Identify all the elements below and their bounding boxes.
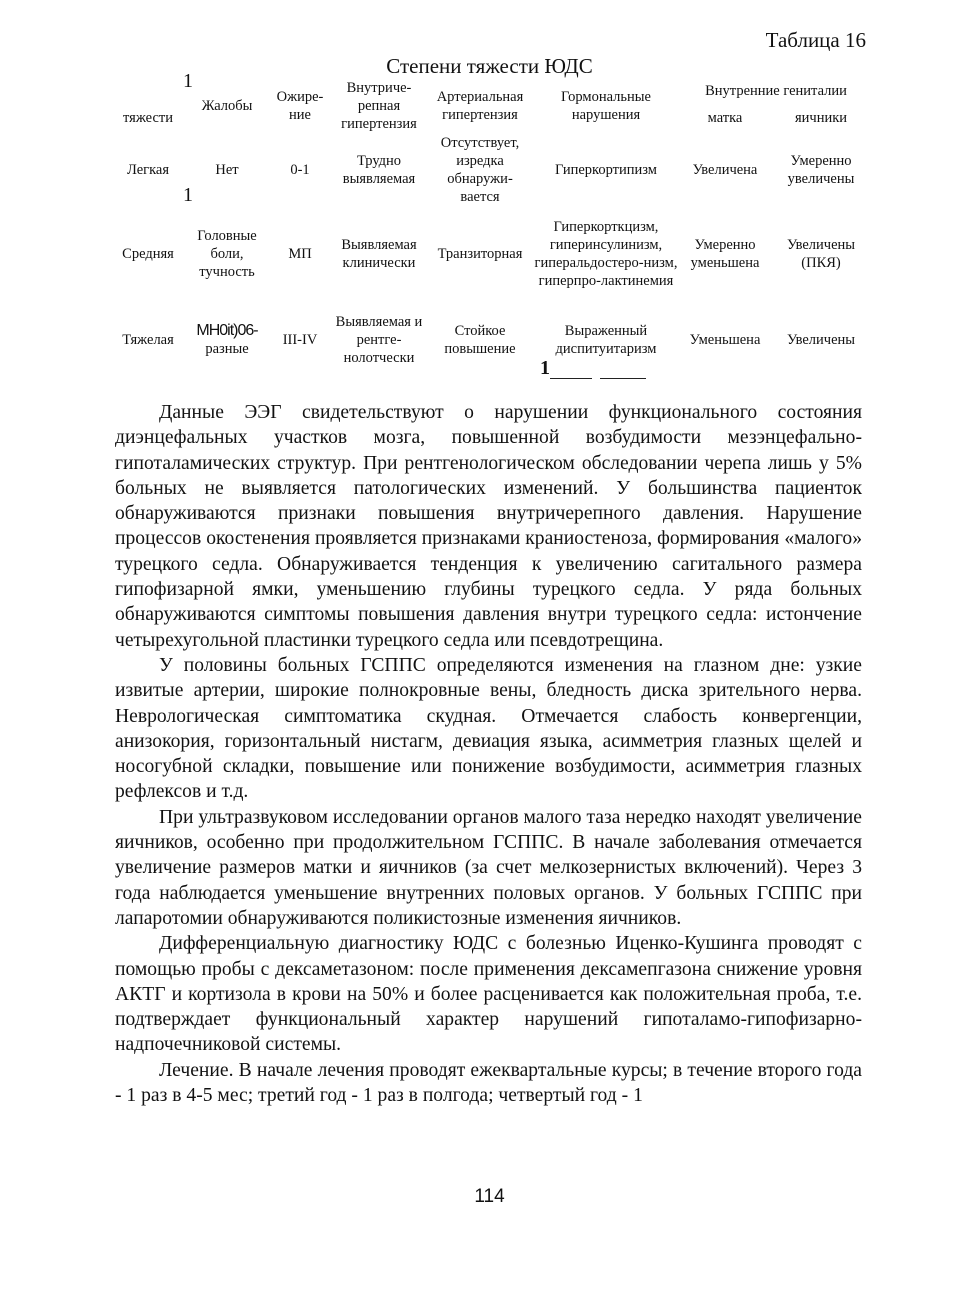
paragraph: Дифференциальную диагностику ЮДС с болезнью Иценко-Кушинга проводят с помощью пробы с дексаметазоном: после применения дексамепгазона снижение уровня АКТГ и кортизола в крови на 50% и более расценивается как положительная проба, т.е. подтверждает функциональный характер нарушений гипоталамо-гипофизарно-надпочечниковой системы. [115,933,862,1056]
cell-severity: Легкая [126,162,170,178]
cell-intracranial: Трудно выявляемая [342,153,416,187]
body-text [115,400,862,1108]
cell-arterial: Транзиторная [437,246,523,262]
paragraph: Лечение. В начале лечения проводят ежеквартальные курсы; в течение второго года - 1 раз в 4-5 мес; третий год - 1 раз в полгода; четвертый год - 1 [115,1059,862,1107]
cell-arterial: Отсутствует, изредка обнаружи-вается [440,135,520,205]
cell-ovaries: Увеличены [786,332,856,348]
paragraph: При ультразвуковом исследовании органов малого таза нередко находят увеличение яичников, особенно при продолжительном ГСППС. В начале заболевания отмечается увеличение размеров матки и яичников (за счет мелкозернистых включений). Через 3 года наблюдается уменьшение внутренних половых органов. У больных ГСППС при лапаротомии обнаруживаются поликистозные изменения яичников. [115,806,862,929]
table-row [112,133,872,207]
cell-uterus: Уменьшена [689,332,761,348]
cell-severity: Тяжелая [122,332,174,348]
header-hormonal: Гормональные нарушения [561,88,651,123]
table-row [112,301,872,379]
stray-mark: 1 [540,357,550,379]
stray-mark: 1 [183,70,193,92]
cell-complaints: Головные боли, тучность [197,228,257,280]
stray-mark: 1 [183,184,193,206]
header-genitals-group: Внутренние гениталии [705,82,847,99]
table-row [112,207,872,301]
paragraph: Данные ЭЭГ свидетельствуют о нарушении функционального состояния диэнцефальных участков мозга, повышенной возбудимости мезэнцефально-гипоталамических структур. При рентгенологическом обследовании черепа лишь у 5% больных не выявляется патологических изменений. У большинства пациенток обнаруживаются признаки повышения внутричерепного давления. Нарушение процессов окостенения проявляется признаками краниостеноза, формирования «малого» турецкого седла. Обнаруживается тенденция к увеличению сагитального размера гипофизарной ямки, уменьшению глубины турецкого седла. У ряда больных обнаруживаются симптомы повышения давления внутри турецкого седла: истончение четырехугольной пластинки турецкого седла или псевдотрещина. [115,402,862,651]
cell-hormonal: Гиперкортипизм [555,162,657,178]
cell-obesity: МП [288,246,312,262]
header-ovaries: яичники [794,110,848,126]
cell-hormonal: Гиперкорткцизм, гиперинсулинизм, гиперальдостеро-низм, гиперпро-лактинемия [534,219,678,289]
paragraph: У половины больных ГСППС определяются изменения на глазном дне: узкие извитые артерии, широкие полнокровные вены, бледность диска зрительного нерва. Неврологическая симптоматика скудная. Отмечается слабость конвергенции, анизокория, горизонтальный нистагм, девиация языка, асимметрия глазных щелей и носогубной складки, повышение или понижение возбудимости, асимметрия глазных рефлексов и т.д. [115,654,862,803]
table-title: Степени тяжести ЮДС [386,54,593,78]
page-number: 114 [474,1186,505,1207]
severity-table [112,78,872,379]
header-obesity: Ожире-ние [276,88,324,123]
cell-complaints: Нет [215,162,239,178]
cell-uterus: Увеличена [692,162,758,178]
cell-intracranial: Выявляемая и рентге-нолотчески [335,314,423,366]
header-intracranial: Внутриче-репная гипертензия [341,79,417,132]
header-complaints: Жалобы [201,97,253,114]
cell-obesity: III-IV [282,332,318,348]
cell-severity: Средняя [122,246,174,262]
table-header-row [112,78,872,103]
cell-hormonal: Выраженный диспитуитаризм [555,323,657,357]
header-severity: тяжести [123,110,173,126]
cell-complaints [184,301,270,379]
cell-arterial: Стойкое повышение [444,323,516,357]
cell-ovaries: Увеличены (ПКЯ) [786,237,856,271]
cell-ovaries: Умеренно увеличены [787,153,855,187]
cell-uterus: Умеренно уменьшена [690,237,760,271]
table-caption: Таблица 16 [765,28,866,52]
cell-intracranial: Выявляемая клинически [341,237,417,271]
cell-complaints-garbled: МН0іt)06- [196,322,258,339]
header-uterus: матка [707,110,743,126]
cell-obesity: 0-1 [290,162,310,178]
header-arterial: Артериальная гипертензия [436,88,524,123]
cell-complaints-text: разные [205,341,249,357]
